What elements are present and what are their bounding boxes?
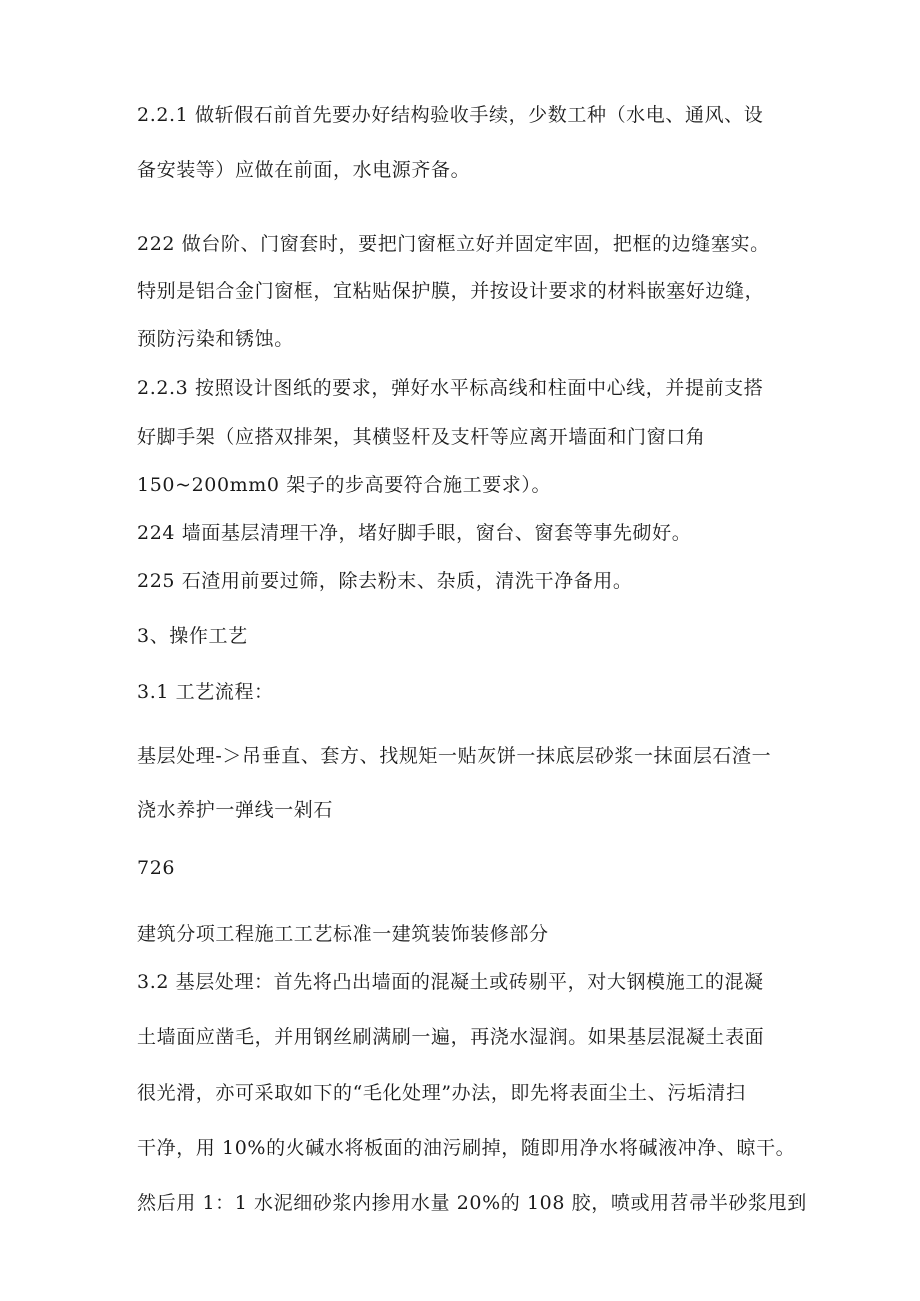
text-line: 3.2 基层处理：首先将凸出墙面的混凝土或砖剔平，对大钢模施工的混凝 [137,971,764,993]
text-line: 然后用 1：1 水泥细砂浆内掺用水量 20%的 108 胶，喷或用苕帚半砂浆甩到 [137,1192,807,1214]
running-header: 建筑分项工程施工工艺标准一建筑装饰装修部分 [137,923,549,945]
text-line: 2.2.3 按照设计图纸的要求，弹好水平标高线和柱面中心线，并提前支搭 [137,377,764,399]
text-line: 好脚手架（应搭双排架，其横竖杆及支杆等应离开墙面和门窗口角 [137,426,706,448]
page-number: 726 [137,857,176,879]
text-line: 225 石渣用前要过筛，除去粉末、杂质，清洗干净备用。 [137,570,633,592]
section-heading: 3、操作工艺 [137,625,248,647]
subsection-heading: 3.1 工艺流程： [137,681,274,703]
text-line: 224 墙面基层清理干净，堵好脚手眼，窗台、窗套等事先砌好。 [137,522,692,544]
text-line: 浇水养护一弹线一剁石 [137,799,334,821]
text-line: 备安装等）应做在前面，水电源齐备。 [137,159,471,181]
text-line: 干净，用 10%的火碱水将板面的油污刷掉，随即用净水将碱液冲净、晾干。 [137,1137,796,1159]
text-line: 特别是铝合金门窗框，宜粘贴保护膜，并按设计要求的材料嵌塞好边缝， [137,280,765,302]
text-line: 预防污染和锈蚀。 [137,328,294,350]
text-line: 150~200mm0 架子的步高要符合施工要求）。 [137,474,552,496]
text-line: 基层处理-＞吊垂直、套方、找规矩一贴灰饼一抹底层砂浆一抹面层石渣一 [137,745,772,767]
text-line: 2.2.1 做斩假石前首先要办好结构验收手续，少数工种（水电、通风、设 [137,104,764,126]
text-line: 222 做台阶、门窗套时，要把门窗框立好并固定牢固，把框的边缝塞实。 [137,233,770,255]
text-line: 很光滑，亦可采取如下的“毛化处理”办法，即先将表面尘土、污垢清扫 [137,1082,746,1104]
text-line: 土墙面应凿毛，并用钢丝刷满刷一遍，再浇水湿润。如果基层混凝土表面 [137,1026,765,1048]
